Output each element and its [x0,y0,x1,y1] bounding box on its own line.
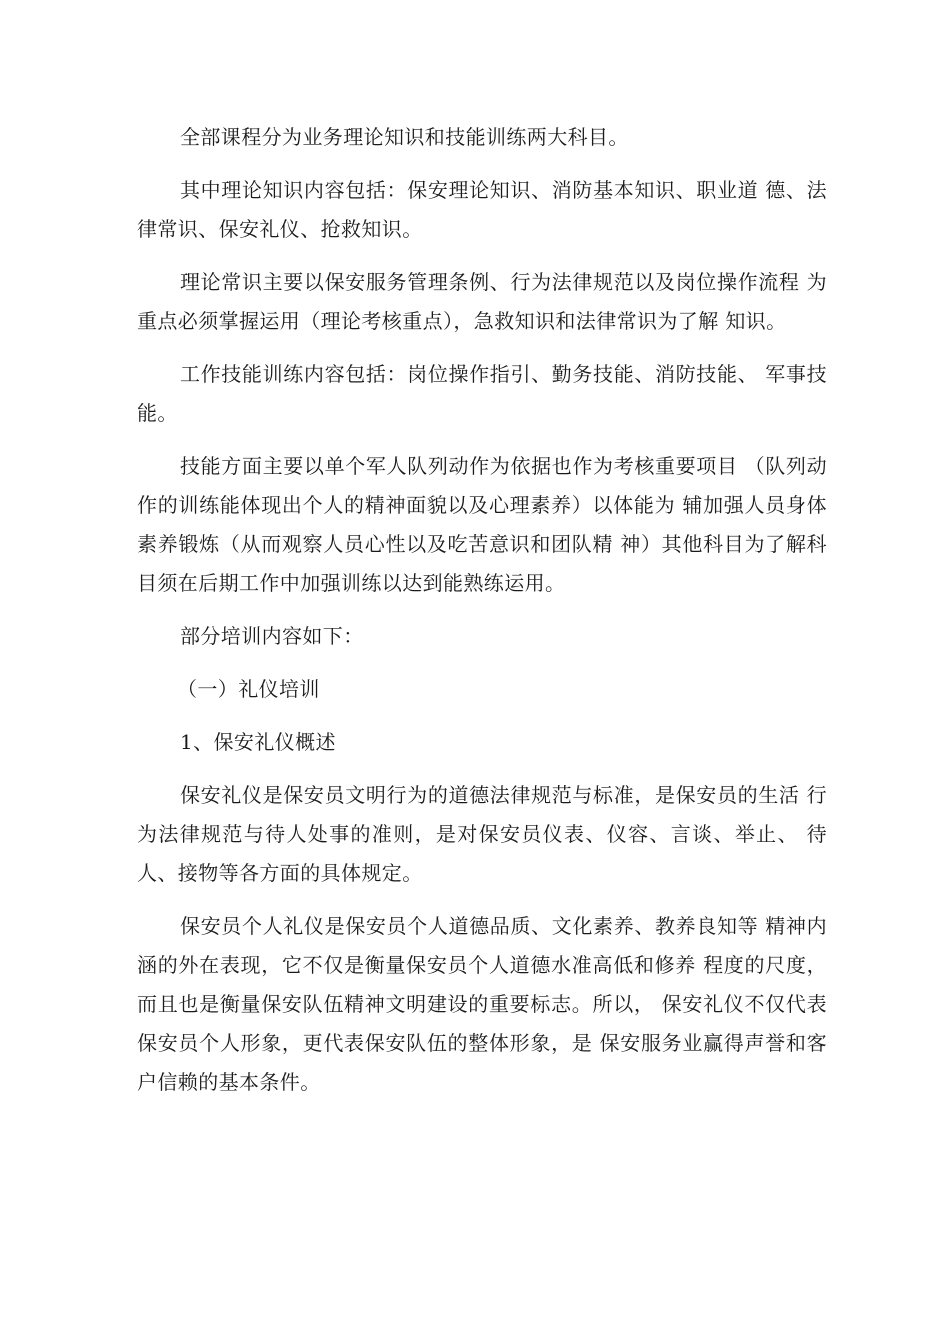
document-body [137,118,827,1116]
paragraph-skills-focus: 技能方面主要以单个军人队列动作为依据也作为考核重要项目 （队列动作的训练能体现出个人的精神面貌以及心理素养）以体能为 辅加强人员身体素养锻炼（从而观察人员心性以及吃苦意识和团队精 神）其他科目为了解科目须在后期工作中加强训练以达到能熟练运用。 [137,454,827,595]
subsection-heading-overview: 1、保安礼仪概述 [180,730,336,754]
paragraph-etiquette-definition: 保安礼仪是保安员文明行为的道德法律规范与标准，是保安员的生活 行为法律规范与待人处事的准则，是对保安员仪表、仪容、言谈、举止、 待人、接物等各方面的具体规定。 [137,783,827,885]
paragraph-personal-etiquette: 保安员个人礼仪是保安员个人道德品质、文化素养、教养良知等 精神内涵的外在表现，它不仅是衡量保安员个人道德水准高低和修养 程度的尺度，而且也是衡量保安队伍精神文明建设的重要标志。所以， 保安礼仪不仅代表保安员个人形象，更代表保安队伍的整体形象，是 保安服务业赢得声誉和客户信赖的基本条件。 [137,914,827,1094]
paragraph-skills-content: 工作技能训练内容包括：岗位操作指引、勤务技能、消防技能、 军事技能。 [137,362,827,425]
paragraph-theory-focus: 理论常识主要以保安服务管理条例、行为法律规范以及岗位操作流程 为重点必须掌握运用（理论考核重点），急救知识和法律常识为了解 知识。 [137,270,827,333]
section-heading-etiquette: （一）礼仪培训 [177,677,320,701]
paragraph-theory-content: 其中理论知识内容包括：保安理论知识、消防基本知识、职业道 德、法律常识、保安礼仪、抢救知识。 [137,178,827,241]
paragraph-course-overview: 全部课程分为业务理论知识和技能训练两大科目。 [180,125,629,149]
paragraph-training-intro: 部分培训内容如下： [180,624,364,648]
